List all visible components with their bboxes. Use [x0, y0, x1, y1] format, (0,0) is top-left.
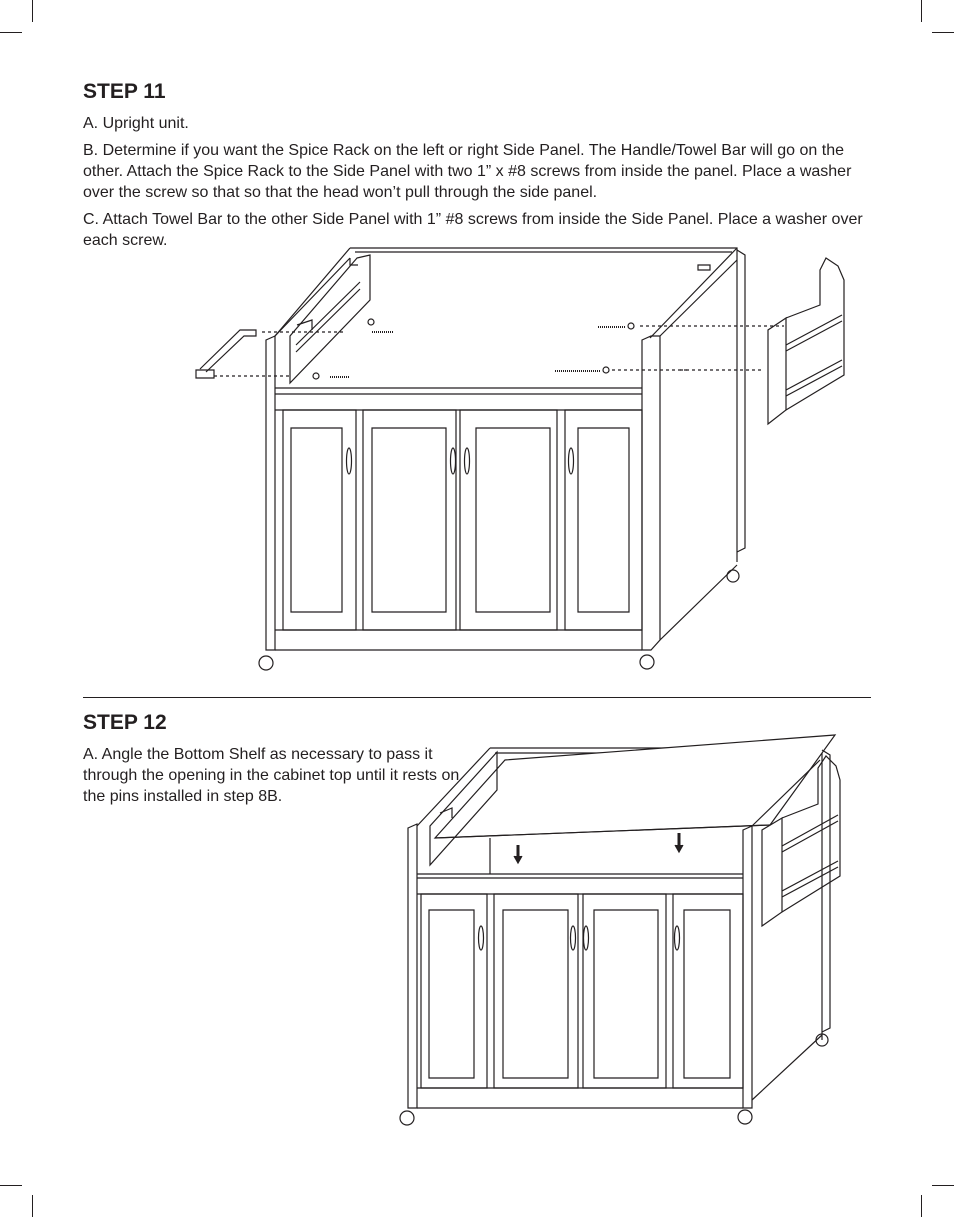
- crop-mark: [32, 1195, 33, 1217]
- crop-mark: [921, 1195, 922, 1217]
- crop-mark: [0, 32, 22, 33]
- crop-mark: [932, 32, 954, 33]
- step-12-title: STEP 12: [83, 711, 167, 734]
- step-11-instruction-a: A. Upright unit.: [83, 115, 189, 132]
- crop-mark: [932, 1185, 954, 1186]
- crop-mark: [921, 0, 922, 22]
- step-11-illustration: [190, 240, 850, 675]
- crop-mark: [0, 1185, 22, 1186]
- step-12-illustration: [400, 735, 845, 1130]
- step-11-instruction-b: B. Determine if you want the Spice Rack on the left or right Side Panel. The Handle/Towel Bar will go on the other. Attach the Spice Rack to the Side Panel with two 1” x #8 screws from inside the panel. Place a washer over the screw so that so that the head won’t pull through the side panel.: [83, 142, 852, 201]
- step-12-instruction-a: A. Angle the Bottom Shelf as necessary to pass it through the opening in the cabinet top until it rests on the pins installed in step 8B.: [83, 746, 460, 805]
- section-divider: [83, 697, 871, 698]
- crop-mark: [32, 0, 33, 22]
- step-11-title: STEP 11: [83, 80, 166, 103]
- step-11-instruction-c: C. Attach Towel Bar to the other Side Panel with 1” #8 screws from inside the Side Panel. Place a washer over each screw.: [83, 211, 863, 249]
